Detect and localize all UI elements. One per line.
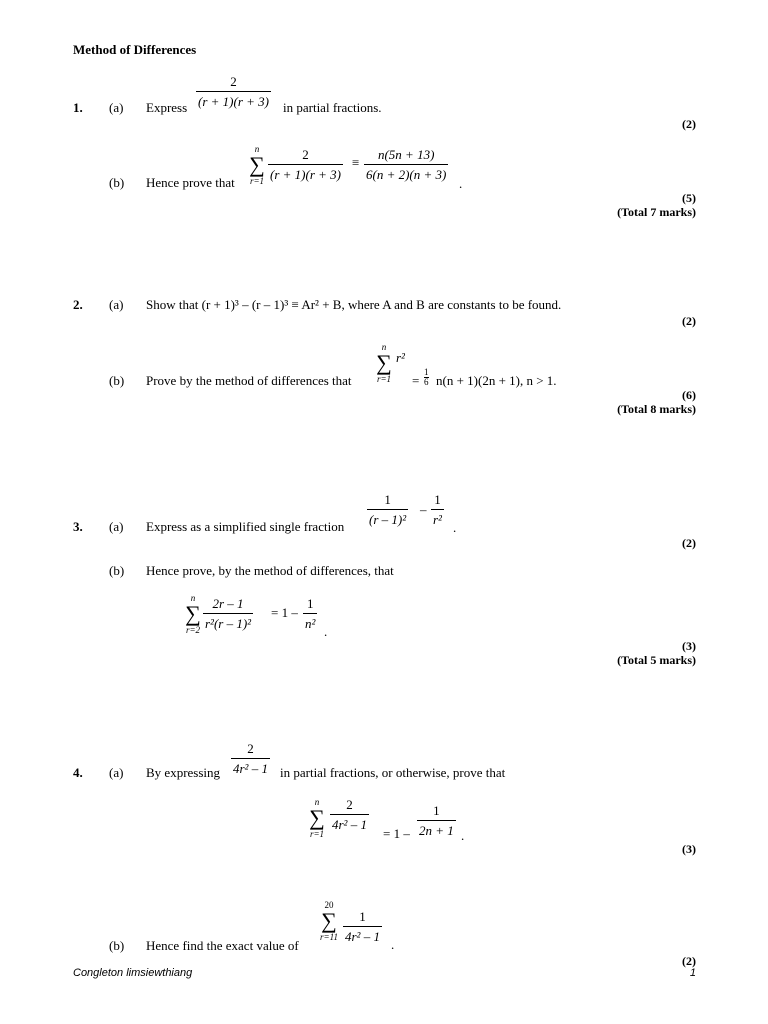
fraction-bar xyxy=(367,509,408,510)
fraction-numerator: 2 xyxy=(346,797,353,812)
q1b-end: . xyxy=(459,176,463,191)
fraction-numerator: n(5n + 13) xyxy=(377,147,435,162)
sum-upper-limit: n xyxy=(254,144,260,154)
fraction-denominator: 2n + 1 xyxy=(419,823,454,838)
sigma-symbol: ∑ xyxy=(249,152,265,177)
fraction-denominator: 4r² – 1 xyxy=(233,761,268,776)
q4a-label: (a) xyxy=(109,765,124,780)
q2b-term: r² xyxy=(396,350,405,365)
q4a-sum xyxy=(308,797,326,839)
q1a-fraction xyxy=(196,74,271,109)
q2b-text: Prove by the method of differences that xyxy=(146,373,352,388)
q3a-fraction-2 xyxy=(431,492,444,527)
fraction-denominator: r²(r – 1)² xyxy=(205,616,252,631)
q4b-label: (b) xyxy=(109,938,125,953)
q2a-marks: (2) xyxy=(682,314,696,328)
fraction-denominator: 4r² – 1 xyxy=(345,929,380,944)
q1a-text: Express xyxy=(146,100,188,115)
fraction-denominator: (r + 1)(r + 3) xyxy=(198,94,269,109)
q3b-sum xyxy=(184,593,202,635)
q3b-rhs-fraction xyxy=(303,596,317,631)
q2-number: 2. xyxy=(73,297,83,312)
fraction-bar xyxy=(330,814,369,815)
q3b-lhs-fraction xyxy=(203,596,253,631)
fraction-denominator: n² xyxy=(305,616,316,631)
q1b-text: Hence prove that xyxy=(146,175,235,190)
q3b-marks: (3) xyxy=(682,639,696,653)
q2b-sixth-fraction xyxy=(424,368,429,387)
q2b-sum xyxy=(375,342,393,384)
fraction-numerator: 2r – 1 xyxy=(212,596,244,611)
q4b-sum xyxy=(317,900,341,942)
q4a-marks: (3) xyxy=(682,842,696,856)
sum-lower-limit: r=1 xyxy=(249,176,265,186)
fraction-bar xyxy=(417,820,456,821)
q1-number: 1. xyxy=(73,100,83,115)
fraction-bar xyxy=(268,164,343,165)
sigma-symbol: ∑ xyxy=(309,805,325,830)
q4b-fraction xyxy=(343,909,382,944)
q4a-text: By expressing xyxy=(146,765,221,780)
fraction-numerator: 1 xyxy=(434,492,441,507)
fraction-denominator: 6 xyxy=(424,377,429,387)
fraction-denominator: (r + 1)(r + 3) xyxy=(270,167,341,182)
q4a-fraction xyxy=(231,741,270,776)
fraction-numerator: 2 xyxy=(302,147,309,162)
q2b-equals: = xyxy=(412,373,420,388)
q3b-equals: = 1 – xyxy=(271,605,298,620)
q3b-text: Hence prove, by the method of differences, that xyxy=(146,563,394,578)
q1b-rhs-fraction xyxy=(364,147,448,182)
fraction-bar xyxy=(343,926,382,927)
fraction-denominator: r² xyxy=(433,512,442,527)
fraction-bar xyxy=(364,164,448,165)
page-title: Method of Differences xyxy=(73,42,197,57)
fraction-numerator: 2 xyxy=(247,741,254,756)
q4b-text: Hence find the exact value of xyxy=(146,938,299,953)
fraction-denominator: 6(n + 2)(n + 3) xyxy=(366,167,447,182)
q4-number: 4. xyxy=(73,765,83,780)
q1b-equiv: ≡ xyxy=(352,155,360,170)
sum-lower-limit: r=11 xyxy=(320,932,338,942)
q4a-equals: = 1 – xyxy=(383,826,410,841)
q4a-end: . xyxy=(461,828,465,843)
fraction-bar xyxy=(196,91,271,92)
q1a-label: (a) xyxy=(109,100,124,115)
q2b-marks: (6) xyxy=(682,388,696,402)
q4b-end: . xyxy=(391,937,395,952)
fraction-bar xyxy=(303,613,317,614)
q2a-label: (a) xyxy=(109,297,124,312)
fraction-numerator: 2 xyxy=(230,74,237,89)
q1a-marks: (2) xyxy=(682,117,696,131)
sum-lower-limit: r=1 xyxy=(376,374,392,384)
q3b-label: (b) xyxy=(109,563,125,578)
q1b-sum xyxy=(248,144,266,186)
q3-number: 3. xyxy=(73,519,83,534)
q3a-label: (a) xyxy=(109,519,124,534)
fraction-numerator: 1 xyxy=(384,492,391,507)
fraction-bar xyxy=(203,613,253,614)
fraction-bar xyxy=(231,758,270,759)
q3a-marks: (2) xyxy=(682,536,696,550)
sum-upper-limit: n xyxy=(381,342,387,352)
q3-total: (Total 5 marks) xyxy=(617,653,696,667)
fraction-numerator: 1 xyxy=(359,909,366,924)
sum-upper-limit: n xyxy=(314,797,320,807)
q1a-text-post: in partial fractions. xyxy=(283,100,382,115)
fraction-denominator: 4r² – 1 xyxy=(332,817,367,832)
q3a-text: Express as a simplified single fraction xyxy=(146,519,345,534)
fraction-numerator: 1 xyxy=(306,596,314,611)
fraction-denominator: (r – 1)² xyxy=(369,512,407,527)
q3a-fraction-1 xyxy=(367,492,408,527)
footer-author: Congleton limsiewthiang xyxy=(73,967,193,979)
q4a-rhs-fraction xyxy=(417,803,456,838)
sigma-symbol: ∑ xyxy=(321,908,337,933)
q4b-marks: (2) xyxy=(682,954,696,968)
sum-upper-limit: 20 xyxy=(324,900,334,910)
q1b-label: (b) xyxy=(109,175,125,190)
page-number: 1 xyxy=(689,967,696,979)
q3a-minus: – xyxy=(420,502,427,517)
q3a-end: . xyxy=(453,520,457,535)
q1b-lhs-fraction xyxy=(268,147,343,182)
q2a-text: Show that (r + 1)³ – (r – 1)³ ≡ Ar² + B, where A and B are constants to be found. xyxy=(146,297,562,312)
q4a-lhs-fraction xyxy=(330,797,369,832)
fraction-numerator: 1 xyxy=(433,803,440,818)
sum-upper-limit: n xyxy=(190,593,196,603)
sigma-symbol: ∑ xyxy=(376,350,392,375)
q2-total: (Total 8 marks) xyxy=(617,402,696,416)
q4a-text-post: in partial fractions, or otherwise, prove that xyxy=(280,765,506,780)
q1-total: (Total 7 marks) xyxy=(617,205,696,219)
fraction-bar xyxy=(431,509,444,510)
q2b-rhs: n(n + 1)(2n + 1), n > 1. xyxy=(436,373,557,388)
sum-lower-limit: r=1 xyxy=(309,829,325,839)
sigma-symbol: ∑ xyxy=(185,601,201,626)
q2b-label: (b) xyxy=(109,373,125,388)
q1b-marks: (5) xyxy=(682,191,696,205)
sum-lower-limit: r=2 xyxy=(185,625,201,635)
fraction-numerator: 1 xyxy=(424,367,429,377)
q3b-end: . xyxy=(324,624,328,639)
